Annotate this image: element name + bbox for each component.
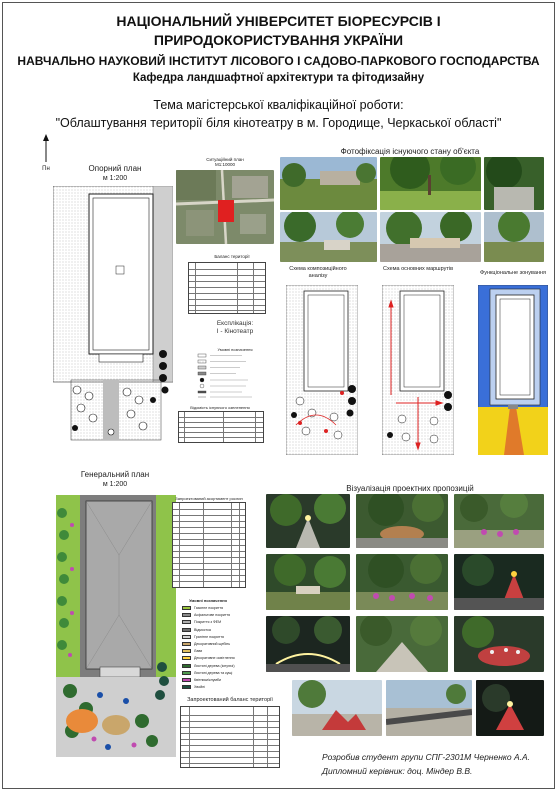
legend-label: Квітники/клумби [194, 678, 221, 682]
legend-label: Відмостка [194, 627, 211, 632]
design-balance-title: Запроектований баланс території [187, 697, 273, 703]
existing-photo-4 [280, 212, 377, 262]
existing-photo-3 [484, 157, 544, 210]
legend-swatch [182, 620, 191, 624]
assortment-table-title: Запроектований асортимент рослин [175, 496, 243, 501]
design-legend-item [182, 641, 254, 647]
existing-photo-1 [280, 157, 377, 210]
reference-plan-drawing [53, 186, 173, 446]
legend-swatch [182, 649, 191, 653]
legend-swatch [182, 628, 191, 632]
design-legend-item [182, 677, 254, 683]
legend-swatch [182, 613, 191, 617]
visualization-6 [454, 554, 544, 610]
routes-scheme-title: Схема основних маршрутів [382, 266, 454, 272]
design-legend-item [182, 684, 254, 690]
visualization-4 [266, 554, 350, 610]
visualization-title: Візуалізація проектних пропозицій [346, 484, 474, 493]
legend-label: Листяні дерева (існуючі) [194, 663, 235, 668]
reference-plan-scale: м 1:200 [102, 175, 128, 182]
design-balance-table [180, 706, 280, 768]
design-legend-title: Умовні позначення [189, 598, 227, 603]
composition-scheme-title: Схема композиційного аналізу [289, 266, 347, 279]
legend-label: Лави [194, 649, 203, 654]
zoning-scheme-title: Функціональне зонування [480, 270, 546, 276]
visualization-10 [292, 680, 382, 736]
reference-legend [196, 352, 268, 400]
composition-scheme-drawing [286, 285, 358, 455]
legend-label: Хвойні [194, 685, 206, 690]
department-title: Кафедра ландшафтної архітектури та фітодизайну [132, 72, 425, 84]
general-plan-drawing [56, 495, 176, 757]
visualization-11 [386, 680, 472, 736]
legend-swatch [182, 642, 191, 646]
explication-item: І - Кінотеатр [216, 328, 254, 335]
existing-photo-5 [380, 212, 481, 262]
legend-swatch [182, 656, 191, 660]
situation-plan-title-text: Ситуаційний план [206, 157, 244, 162]
visualization-7 [266, 616, 350, 672]
design-legend-item [182, 619, 254, 625]
design-legend-item [182, 627, 254, 633]
photo-section-title: Фотофіксація існуючого стану об'єкта [340, 147, 480, 156]
legend-swatch [182, 635, 191, 639]
visualization-12 [476, 680, 544, 736]
situation-plan-map [176, 170, 274, 244]
design-legend-item [182, 655, 254, 661]
legend-label: Газонне покриття [194, 606, 224, 610]
legend-label: Покриття з ФЕМ [194, 620, 222, 625]
plantings-table [178, 411, 264, 443]
design-legend-item [182, 663, 254, 669]
legend-label: Гранітне покриття [194, 634, 224, 639]
design-legend-item [182, 612, 254, 618]
design-legend-item [182, 670, 254, 676]
existing-balance-table [188, 262, 266, 314]
author-student: Розробив студент групи СПГ-2301М Черненко А.А. [322, 752, 531, 762]
theme-label: Тема магістерської кваліфікаційної роботи: [153, 98, 404, 112]
assortment-table [172, 502, 246, 588]
zoning-scheme-drawing [478, 285, 548, 455]
explication-title: Експлікація: [216, 320, 254, 327]
institute-title: НАВЧАЛЬНО НАУКОВИЙ ІНСТИТУТ ЛІСОВОГО І САДОВО-ПАРКОВОГО ГОСПОДАРСТВА [17, 54, 540, 68]
visualization-8 [356, 616, 448, 672]
legend-swatch [182, 671, 191, 675]
situation-plan-title [198, 157, 252, 167]
university-title-line2: ПРИРОДОКОРИСТУВАННЯ УКРАЇНИ [153, 32, 404, 48]
existing-photo-2 [380, 157, 481, 210]
design-legend-item [182, 648, 254, 654]
general-plan-title: Генеральний план [80, 470, 150, 479]
reference-plan-title: Опорний план [88, 164, 142, 173]
design-legend-item [182, 634, 254, 640]
legend-label: Декоративне освітлення [194, 656, 235, 661]
visualization-9 [454, 616, 544, 672]
university-title-line1: НАЦІОНАЛЬНИЙ УНІВЕРСИТЕТ БІОРЕСУРСІВ І [116, 13, 441, 29]
legend-swatch [182, 678, 191, 682]
plantings-table-title: Відомість існуючого озеленення [190, 405, 250, 410]
visualization-5 [356, 554, 448, 610]
legend-label: Декоративний щебінь [194, 642, 231, 646]
theme-title: "Облаштування території біля кінотеатру в м. Городище, Черкаської області" [55, 116, 502, 130]
existing-photo-6 [484, 212, 544, 262]
author-supervisor: Дипломний керівник: доц. Міндер В.В. [322, 766, 473, 776]
visualization-3 [454, 494, 544, 548]
existing-balance-title: Баланс території [214, 254, 250, 259]
legend-swatch [182, 685, 191, 689]
situation-plan-scale: М1:10000 [214, 162, 235, 167]
legend-label: Асфальтове покриття [194, 613, 231, 618]
reference-legend-title: Умовні позначення [217, 347, 253, 352]
north-label: Пн [42, 166, 50, 172]
visualization-2 [356, 494, 448, 548]
general-plan-scale: м 1:200 [102, 481, 128, 488]
legend-swatch [182, 606, 191, 610]
legend-swatch [182, 664, 191, 668]
design-legend-item [182, 605, 254, 611]
visualization-1 [266, 494, 350, 548]
routes-scheme-drawing [382, 285, 454, 455]
legend-label: Листяні дерева та кущі [194, 670, 233, 675]
